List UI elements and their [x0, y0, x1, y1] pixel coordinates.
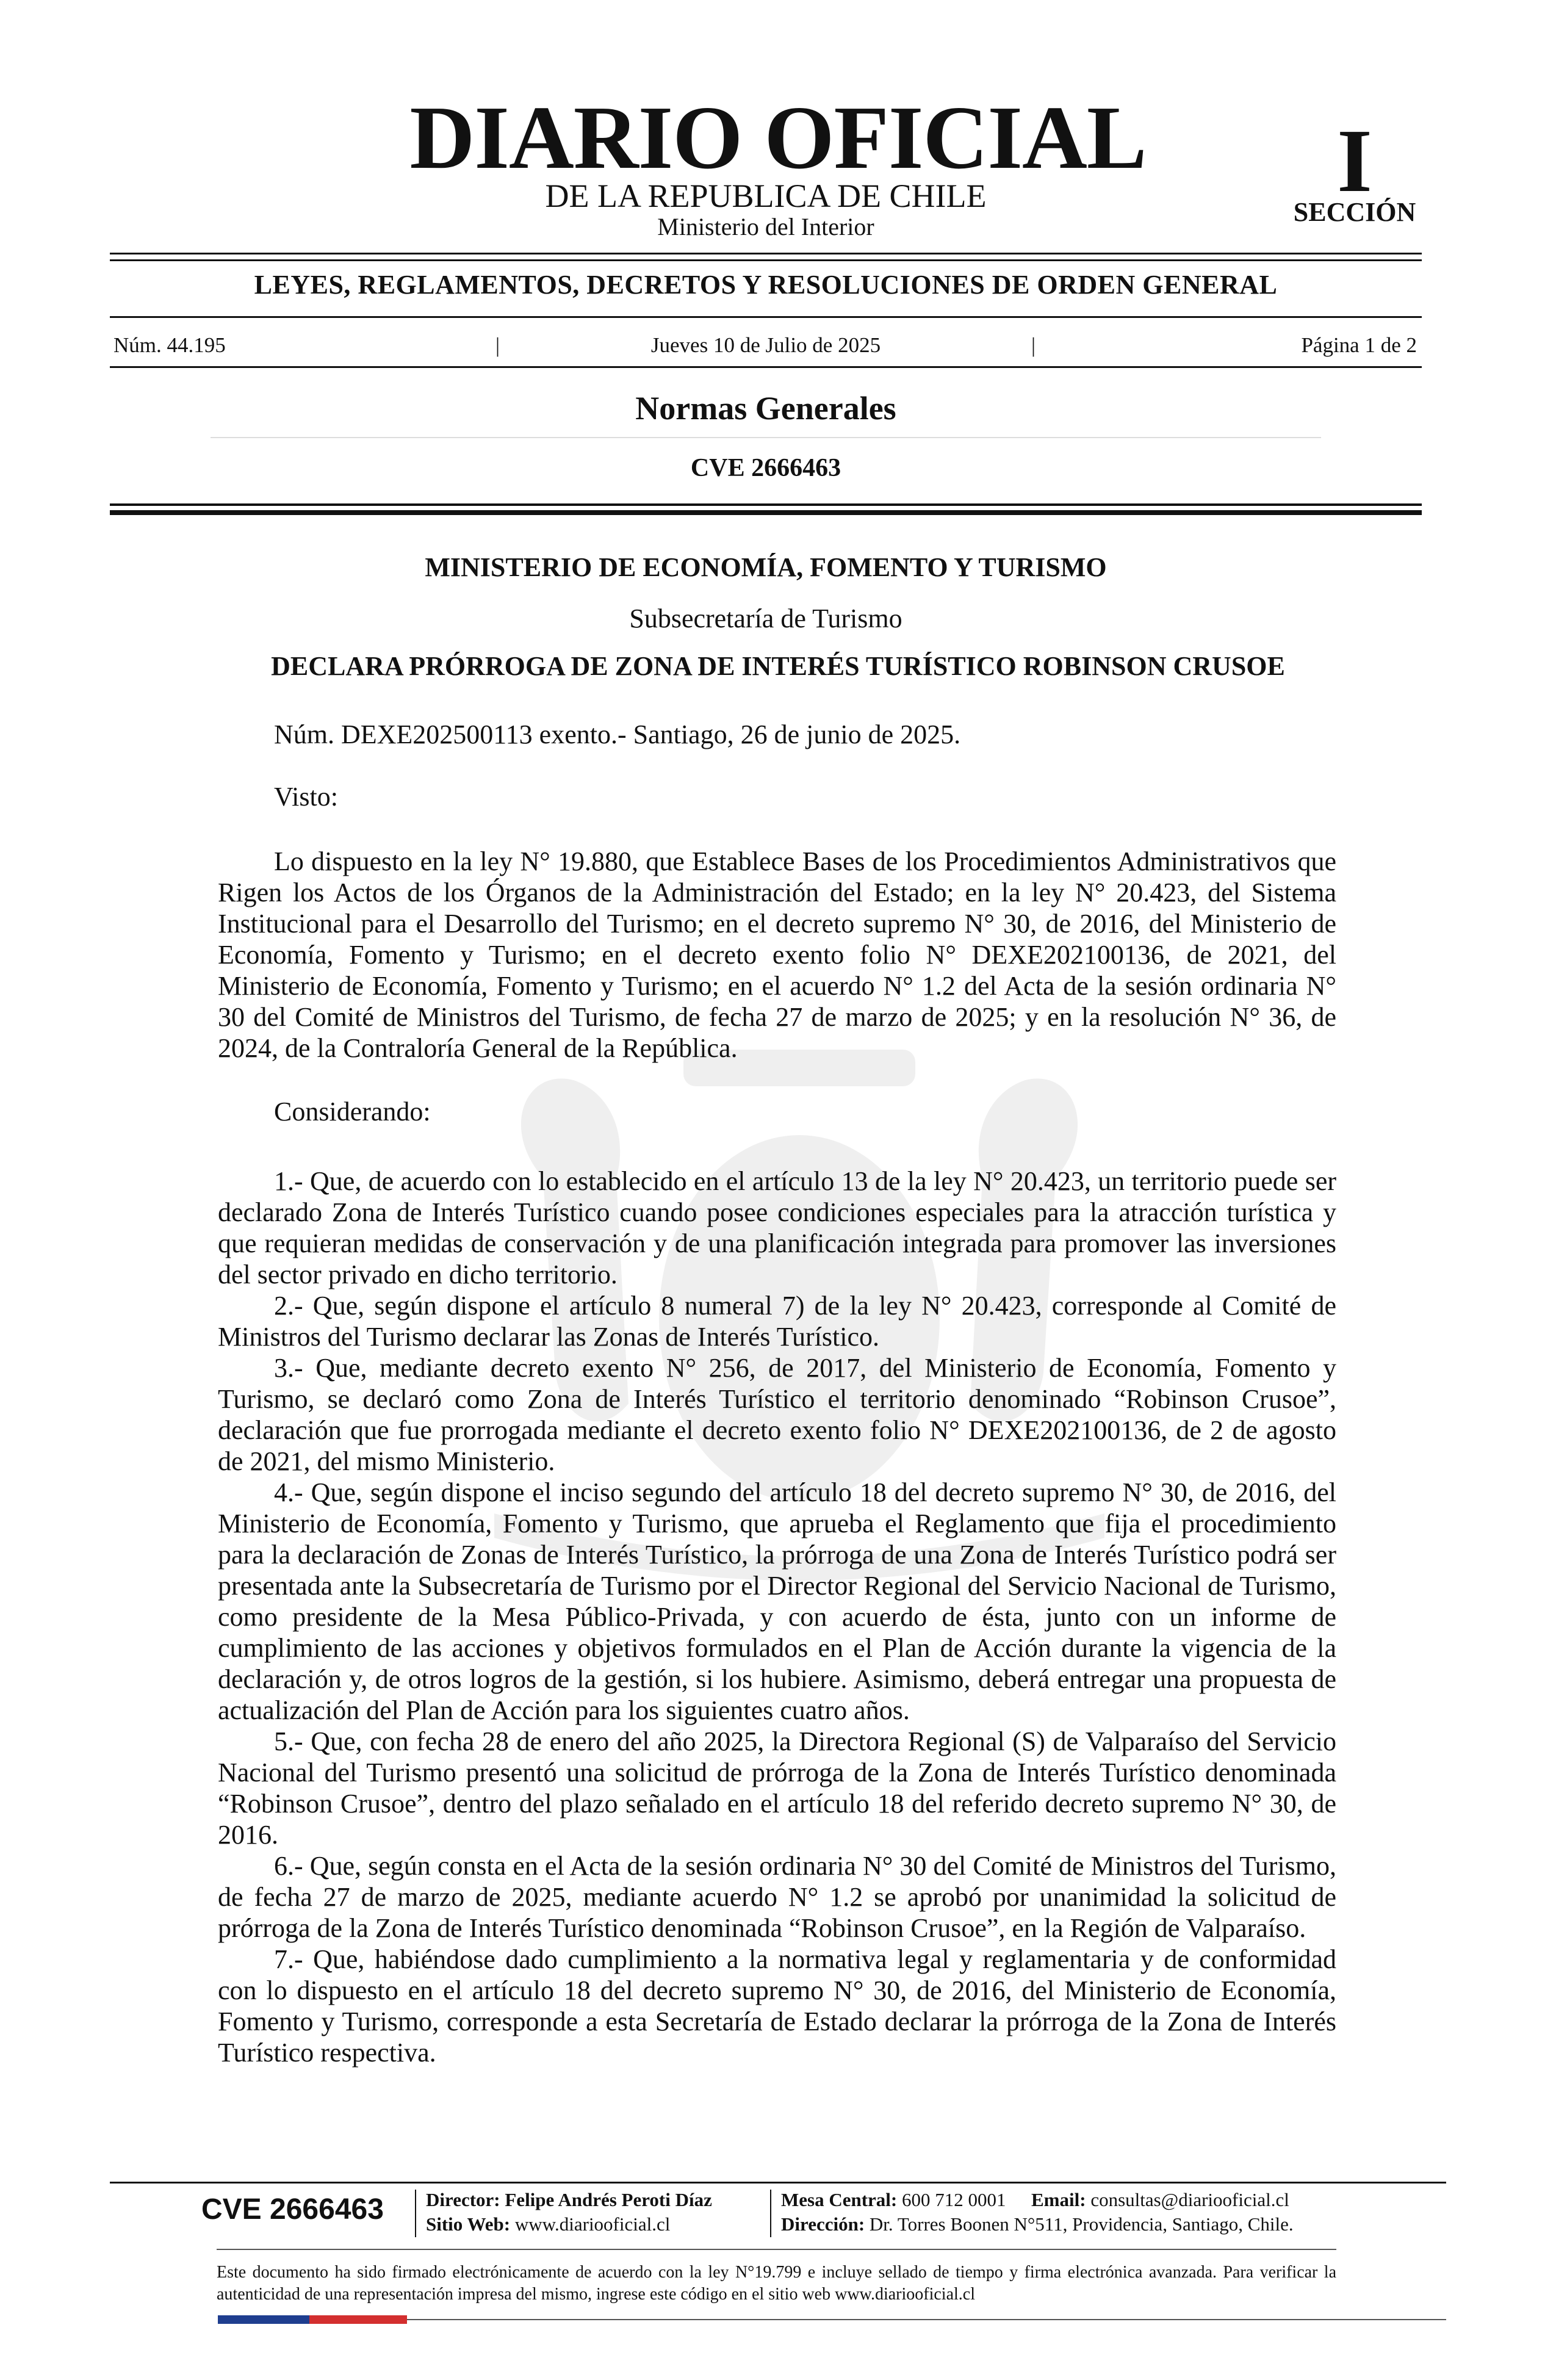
considerando-item: 6.- Que, según consta en el Acta de la sesión ordinaria N° 30 del Comité de Ministros del Turismo, de fecha 27 de marzo de 2025, mediante acuerdo N° 1.2 se aprobó por unanimidad la solicitud de prórroga de la Zona de Interés Turístico denominada “Robinson Crusoe”, en la Región de Valparaíso.: [218, 1851, 1336, 1943]
visto-heading: Visto:: [274, 782, 338, 812]
masthead-rule-top: [110, 253, 1422, 254]
norm-rule-thin: [110, 503, 1422, 506]
footer-website: [426, 2212, 768, 2237]
address-label: Dirección:: [781, 2213, 865, 2235]
decree-title: DECLARA PRÓRROGA DE ZONA DE INTERÉS TURÍSTICO ROBINSON CRUSOE: [271, 651, 1285, 681]
considerando-item: 3.- Que, mediante decreto exento N° 256, de 2017, del Ministerio de Economía, Fomento y Turismo, se declaró como Zona de Interés Turístico el territorio denominado “Robinson Crusoe”, declaración que fue prorrogada mediante el decreto exento folio N° DEXE202100136, de 2 de agosto de 2021, del mismo Ministerio.: [218, 1353, 1336, 1476]
category-heading: LEYES, REGLAMENTOS, DECRETOS Y RESOLUCIONES DE ORDEN GENERAL: [254, 270, 1278, 300]
document-subsecretariat: Subsecretaría de Turismo: [629, 604, 902, 633]
section-number: I: [1337, 111, 1372, 211]
website-link[interactable]: www.diariooficial.cl: [514, 2213, 671, 2235]
flag-stripe-blue: [218, 2315, 309, 2324]
norm-rule-thick: [110, 510, 1422, 515]
email-link[interactable]: consultas@diariooficial.cl: [1090, 2189, 1289, 2210]
masthead-title: DIARIO OFICIAL: [409, 88, 1147, 188]
director-value: Felipe Andrés Peroti Díaz: [505, 2189, 712, 2210]
footer-address: [781, 2212, 1391, 2237]
considerando-item: 2.- Que, según dispone el artículo 8 numeral 7) de la ley N° 20.423, corresponde al Comité de Ministros del Turismo declarar las Zonas de Interés Turístico.: [218, 1291, 1336, 1352]
decree-number-line: Núm. DEXE202500113 exento.- Santiago, 26 de junio de 2025.: [274, 719, 961, 749]
issue-separator: |: [1031, 333, 1036, 357]
issue-date: Jueves 10 de Julio de 2025: [650, 333, 881, 357]
considerando-heading: Considerando:: [274, 1097, 431, 1127]
footer-phone-email: [781, 2188, 1391, 2212]
considerando-item: 4.- Que, según dispone el inciso segundo del artículo 18 del decreto supremo N° 30, de 2016, del Ministerio de Economía, Fomento y Turismo, que aprueba el Reglamento que fija el procedimiento para la declaración de Zonas de Interés Turístico, la prórroga de una Zona de Interés Turístico podrá ser presentada ante la Subsecretaría de Turismo por el Director Regional del Servicio Nacional de Turismo, como presidente de la Mesa Público-Privada, y con acuerdo de ésta, junto con un informe de cumplimiento de las acciones y objetivos formulados en el Plan de Acción durante la vigencia de la declaración y, de otros logros de la gestión, si los hubiere. Asimismo, deberá entregar una propuesta de actualización del Plan de Acción para los siguientes cuatro años.: [218, 1477, 1336, 1725]
info-rule: [110, 366, 1422, 368]
footer-rule-mid: [217, 2249, 1336, 2250]
footer-cve: CVE 2666463: [201, 2193, 384, 2226]
footer-separator: [770, 2190, 771, 2237]
issue-number: Núm. 44.195: [113, 333, 226, 357]
cve-header: CVE 2666463: [690, 454, 841, 482]
masthead-rule-bottom: [110, 259, 1422, 261]
norm-heading: Normas Generales: [635, 390, 896, 427]
phone-label: Mesa Central:: [781, 2189, 898, 2210]
document-ministry: MINISTERIO DE ECONOMÍA, FOMENTO Y TURISMO: [425, 552, 1107, 582]
footer-rule-top: [110, 2182, 1446, 2183]
address-value: Dr. Torres Boonen N°511, Providencia, Santiago, Chile.: [869, 2213, 1294, 2235]
considerandos-list: [218, 1166, 1336, 2068]
footer-director: [426, 2188, 768, 2212]
website-label: Sitio Web:: [426, 2213, 511, 2235]
flag-stripe-red: [309, 2315, 407, 2324]
footer-separator: [415, 2190, 416, 2237]
issue-page: Página 1 de 2: [1301, 333, 1417, 357]
considerando-item: 7.- Que, habiéndose dado cumplimiento a la normativa legal y reglamentaria y de conformidad con lo dispuesto en el artículo 18 del decreto supremo N° 30, de 2016, del Ministerio de Economía, Fomento y Turismo, corresponde a esta Secretaría de Estado declarar la prórroga de la Zona de Interés Turístico respectiva.: [218, 1944, 1336, 2068]
category-rule: [110, 316, 1422, 318]
visto-text: Lo dispuesto en la ley N° 19.880, que Establece Bases de los Procedimientos Administrativos que Rigen los Actos de los Órganos de la Administración del Estado; en la ley N° 20.423, del Sistema Institucional para el Desarrollo del Turismo; en el decreto supremo N° 30, de 2016, del Ministerio de Economía, Fomento y Turismo; en el decreto exento folio N° DEXE202100136, de 2021, del Ministerio de Economía, Fomento y Turismo; en el acuerdo N° 1.2 del Acta de la sesión ordinaria N° 30 del Comité de Ministros del Turismo, de fecha 27 de marzo de 2025; y en la resolución N° 36, de 2024, de la Contraloría General de la República.: [218, 846, 1336, 1063]
director-label: Director:: [426, 2189, 500, 2210]
considerando-item: 5.- Que, con fecha 28 de enero del año 2025, la Directora Regional (S) de Valparaíso del Servicio Nacional del Turismo presentó una solicitud de prórroga de la Zona de Interés Turístico denominada “Robinson Crusoe”, dentro del plazo señalado en el artículo 18 del referido decreto supremo N° 30, de 2016.: [218, 1726, 1336, 1850]
legal-notice: Este documento ha sido firmado electrónicamente de acuerdo con la ley N°19.799 e incluye sellado de tiempo y firma electrónica avanzada. Para verificar la autenticidad de una representación impresa del mismo, ingrese este código en el sitio web www.diariooficial.cl: [217, 2263, 1336, 2304]
norm-heading-rule: [211, 437, 1321, 438]
masthead-ministry: Ministerio del Interior: [657, 213, 874, 240]
masthead-subtitle: DE LA REPUBLICA DE CHILE: [545, 178, 987, 214]
section-label: SECCIÓN: [1293, 197, 1416, 227]
considerando-item: 1.- Que, de acuerdo con lo establecido en el artículo 13 de la ley N° 20.423, un territorio puede ser declarado Zona de Interés Turístico cuando posee condiciones especiales para la atracción turística y que requieran medidas de conservación y de una planificación integrada para promover las inversiones del sector privado en dicho territorio.: [218, 1166, 1336, 1289]
issue-separator: |: [495, 333, 500, 357]
footer-rule-bottom: [407, 2319, 1446, 2320]
email-label: Email:: [1031, 2189, 1086, 2210]
phone-value: 600 712 0001: [902, 2189, 1006, 2210]
